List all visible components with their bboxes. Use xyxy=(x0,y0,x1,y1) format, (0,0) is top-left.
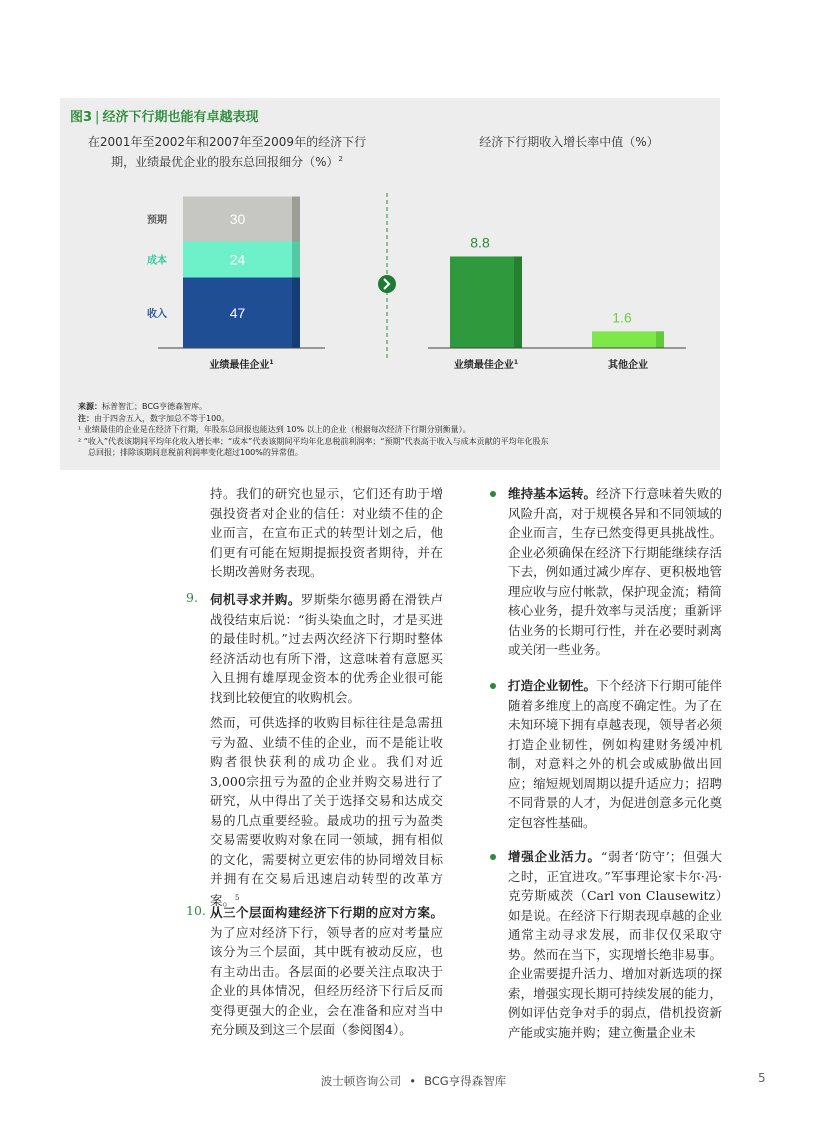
bar-value-label-1: 1.6 xyxy=(612,309,632,326)
footer-right: BCG亨得森智库 xyxy=(424,1074,507,1088)
item9-p2-text: 然而，可供选择的收购目标往往是急需扭亏为盈、业绩不佳的企业，而不是能让收购者很快获利的成功企业。我们对近3,000宗扭亏为盈的企业并购交易进行了研究，从中得出了关于选择交易和达成交易的几点重要经验。最成功的扭亏为盈类交易需要收购对象在同一领域，拥有相似的文化，需要树立更宏伟的协同增效目标并拥有在交易后迅速启动转型的改革方案。 xyxy=(210,715,443,908)
left-p1-text: 持。我们的研究也显示，它们还有助于增强投资者对企业的信任：对业绩不佳的企业而言，在宣布正式的转型计划之后，他们更有可能在短期提振投资者期待，并在长期改善财务表现。 xyxy=(210,486,443,579)
item9-body: 罗斯柴尔德男爵在滑铁卢战役结束后说：“街头染血之时，才是买进的最佳时机。”过去两次经济下行期时整体经济活动也有所下滑，这意味着有意愿买入且拥有雄厚现金资本的优秀企业很可能找到比较便宜的收购机会。 xyxy=(210,592,443,705)
bullet-2-icon xyxy=(490,683,496,689)
bullet-3-block xyxy=(508,847,722,1042)
left-category-label: 业绩最佳企业$^1$ xyxy=(209,359,274,371)
footer-left: 波士顿咨询公司 xyxy=(320,1074,402,1088)
footnote-1: ¹ 业绩最佳的企业是在经济下行期，年股东总回报也能达到 10% 以上的企业（根据每次经济下行期分别衡量）。 xyxy=(78,425,471,434)
bullet-1-icon xyxy=(490,491,496,497)
left-category-sup: 1 xyxy=(269,359,274,366)
item10-title: 从三个层面构建经济下行期的应对方案。 xyxy=(210,905,443,920)
bar-0 xyxy=(450,256,522,348)
stack-value-label-2: 30 xyxy=(229,211,246,227)
item9-block xyxy=(210,590,443,707)
item9-paragraph-2 xyxy=(210,713,443,910)
left-chart-title-sup: 2 xyxy=(338,155,343,163)
item10-number: 10. xyxy=(186,903,206,918)
bullet-3-body: “弱者‘防守’；但强大之时，正宜进攻。”军事理论家卡尔·冯·克劳斯威茨（Carl von Clausewitz）如是说。在经济下行期表现卓越的企业通常主动寻求发展，而非仅仅采取守势。然而在当下，实现增长绝非易事。企业需要提升活力、增加对新选项的探索，增强实现长期可持续发展的能力，例如评估竞争对手的弱点，借机投资新产能或实施并购；建立衡量企业未 xyxy=(508,849,722,1040)
item9-p2-sup: 5 xyxy=(235,893,240,902)
bullet-3-icon xyxy=(490,854,496,860)
left-paragraph-1 xyxy=(210,484,443,582)
note-text: 由于四舍五入，数字加总不等于100。 xyxy=(94,413,230,423)
page-footer xyxy=(0,1073,827,1089)
source-text: 标普智汇；BCG亨德森智库。 xyxy=(102,402,208,411)
bullet-3-title: 增强企业活力。 xyxy=(508,849,601,864)
note-label: 注： xyxy=(78,413,94,423)
item9-number: 9. xyxy=(186,590,198,605)
stack-segment-shade-2 xyxy=(292,197,300,242)
figure-panel xyxy=(60,98,720,470)
stack-value-label-0: 47 xyxy=(229,304,246,321)
figure-label: 图3 xyxy=(70,110,93,125)
stack-value-label-1: 24 xyxy=(229,251,246,268)
item10-block xyxy=(210,903,443,1040)
stack-series-label-0: 收入 xyxy=(147,308,167,320)
stack-segment-shade-0 xyxy=(292,278,300,349)
bar-value-label-0: 8.8 xyxy=(470,234,490,251)
title-separator: | xyxy=(95,110,100,125)
stack-series-label-2: 预期 xyxy=(147,215,167,226)
stack-segment-shade-1 xyxy=(292,242,300,278)
bar-category-label-0: 业绩最佳企业$^1$ xyxy=(453,359,519,371)
source-label: 来源： xyxy=(78,402,102,411)
bullet-2-block xyxy=(508,676,722,832)
footnote-2a: ² “收入”代表该期间平均年化收入增长率；“成本”代表该期间平均年化息税前利润率；“预期”代表高于收入与成本贡献的平均年化股东 xyxy=(78,436,549,446)
left-chart-title-line1: 在2001年至2002年和2007年至2009年的经济下行 xyxy=(87,135,367,149)
footer-separator: • xyxy=(409,1074,417,1088)
item9-title: 伺机寻求并购。 xyxy=(210,592,301,607)
figure-title-text: 经济下行期也能有卓越表现 xyxy=(102,110,259,125)
left-chart-title-line2: 期，业绩最优企业的股东总回报细分（%） xyxy=(111,155,339,169)
bar-category-label-1: 其他企业 xyxy=(608,360,648,371)
chevron-right-circle-icon xyxy=(378,275,396,293)
stack-series-label-1: 成本 xyxy=(147,255,167,267)
bullet-1-title: 维持基本运转。 xyxy=(508,486,597,501)
charts-svg xyxy=(60,98,720,398)
bullet-1-body: 经济下行意味着失败的风险升高，对于规模各异和不同领域的企业而言，生存已然变得更具挑战性。企业必须确保在经济下行期能继续存活下去，例如通过减少库存、更积极地管理应收与应付帐款，保护现金流；精简核心业务，提升效率与灵活度；重新评估业务的长期可行性，并在必要时剥离或关闭一些业务。 xyxy=(508,486,722,657)
bar-1 xyxy=(592,331,664,348)
footnote-2b: 总回报；排除该期间息税前利润率变化超过100%的异常值。 xyxy=(88,448,303,457)
bullet-1-block xyxy=(508,484,722,660)
bullet-2-body: 下个经济下行期可能伴随着多维度上的高度不确定性。为了在未知环境下拥有卓越表现，领导者必须打造企业韧性，例如构建财务缓冲机制，对意料之外的机会或威胁做出回应；缩短规划周期以提升适应力；招聘不同背景的人才，为促进创意多元化奠定包容性基础。 xyxy=(508,678,722,830)
right-chart-title: 经济下行期收入增长率中值（%） xyxy=(479,135,659,149)
bullet-2-title: 打造企业韧性。 xyxy=(508,678,597,693)
bar-category-sup-0: 1 xyxy=(513,359,519,366)
bar-shade-0 xyxy=(514,256,522,348)
item10-body: 为了应对经济下行，领导者的应对考量应该分为三个层面，其中既有被动反应，也有主动出击。各层面的必要关注点取决于企业的具体情况，但经历经济下行后反而变得更强大的企业，会在准备和应对当中充分顾及到这三个层面（参阅图4）。 xyxy=(210,924,443,1037)
bar-shade-1 xyxy=(656,331,664,348)
page-number: 5 xyxy=(758,1071,766,1085)
figure-notes xyxy=(78,401,708,459)
